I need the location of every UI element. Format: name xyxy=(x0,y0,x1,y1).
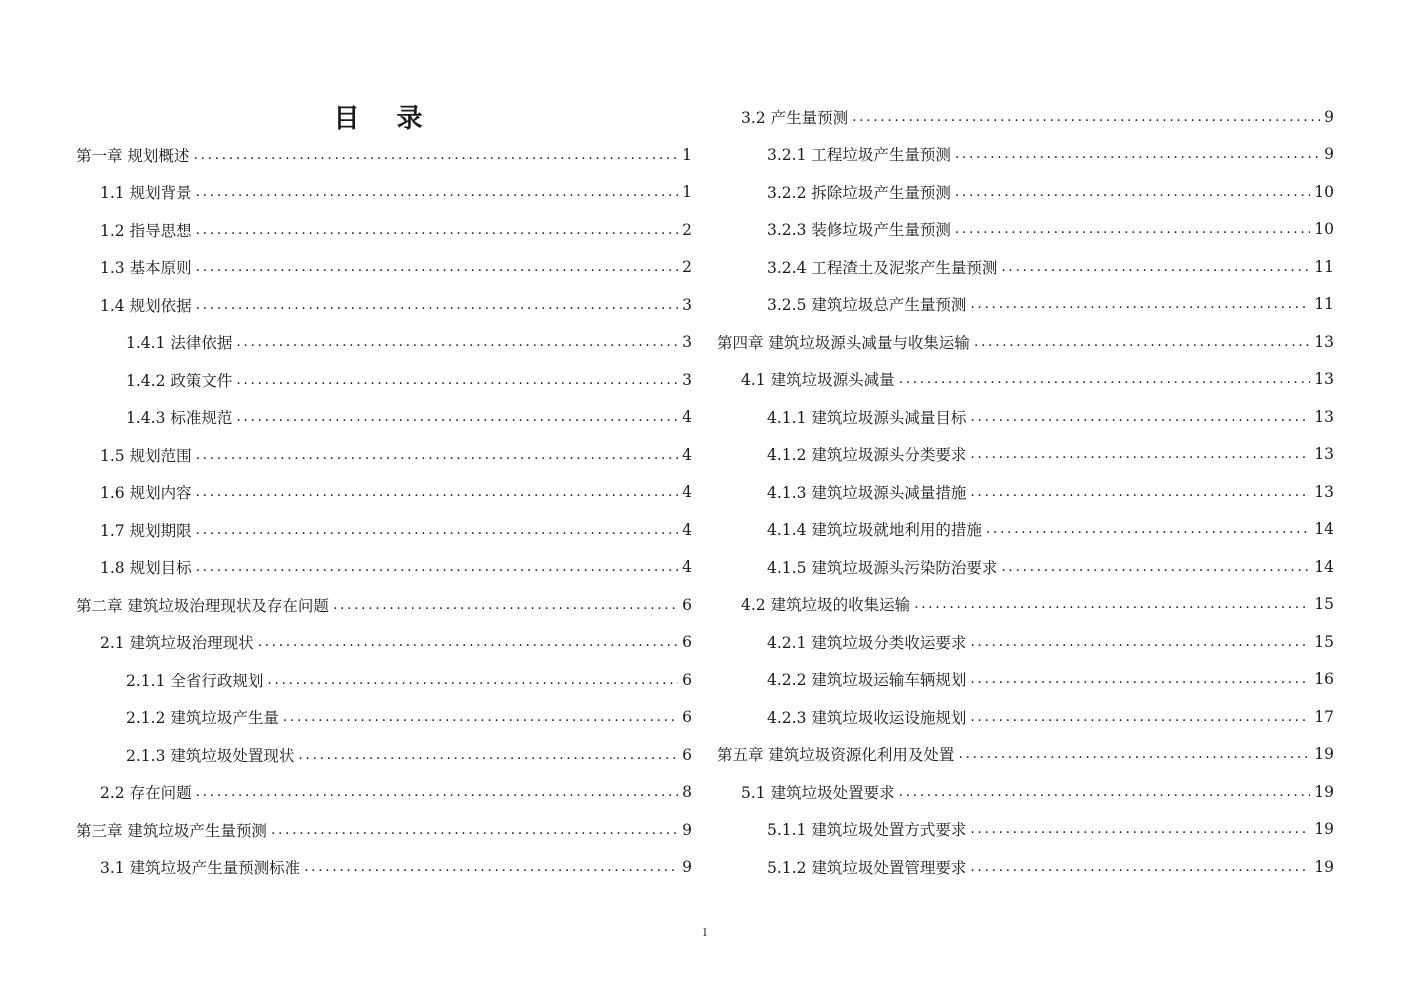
toc-entry-page: 6 xyxy=(682,670,692,689)
toc-entry-page: 8 xyxy=(682,783,692,802)
toc-entry[interactable] xyxy=(76,286,692,324)
toc-entry-label: 第一章 规划概述 xyxy=(76,146,190,165)
dot-leader xyxy=(970,634,1310,650)
toc-entry-label: 2.2 存在问题 xyxy=(100,784,192,803)
toc-entry-label: 5.1.1 建筑垃圾处置方式要求 xyxy=(767,821,967,840)
toc-entry-label: 4.1.2 建筑垃圾源头分类要求 xyxy=(767,446,967,465)
toc-entry-label: 3.2 产生量预测 xyxy=(741,108,849,127)
toc-entry[interactable] xyxy=(76,399,692,437)
dot-leader xyxy=(970,671,1310,687)
toc-entry-page: 9 xyxy=(682,858,692,877)
toc-entry-label: 4.1.4 建筑垃圾就地利用的措施 xyxy=(767,521,982,540)
toc-entry[interactable] xyxy=(717,811,1334,849)
toc-entry-page: 13 xyxy=(1314,445,1334,464)
toc-entry-page: 9 xyxy=(1324,145,1334,164)
toc-entry-label: 4.1.1 建筑垃圾源头减量目标 xyxy=(767,408,967,427)
toc-entry[interactable] xyxy=(717,698,1334,736)
toc-entry[interactable] xyxy=(717,286,1334,324)
toc-entry-page: 11 xyxy=(1314,257,1334,276)
dot-leader xyxy=(193,147,678,163)
toc-entry[interactable] xyxy=(76,774,692,812)
toc-entry-label: 1.8 规划目标 xyxy=(100,559,192,578)
toc-entry[interactable] xyxy=(76,174,692,212)
toc-entry-page: 6 xyxy=(682,745,692,764)
toc-entry[interactable] xyxy=(76,361,692,399)
toc-entry-page: 19 xyxy=(1314,857,1334,876)
toc-entry-label: 3.2.5 建筑垃圾总产生量预测 xyxy=(767,296,967,315)
toc-entry[interactable] xyxy=(717,548,1334,586)
toc-entry-page: 19 xyxy=(1314,782,1334,801)
toc-entry-page: 13 xyxy=(1314,332,1334,351)
toc-entry[interactable] xyxy=(76,249,692,287)
toc-entry-page: 6 xyxy=(682,708,692,727)
toc-entry-page: 2 xyxy=(682,220,692,239)
dot-leader xyxy=(298,747,678,763)
toc-entry-label: 2.1.2 建筑垃圾产生量 xyxy=(126,709,279,728)
toc-entry[interactable] xyxy=(76,511,692,549)
toc-entry[interactable] xyxy=(717,361,1334,399)
toc-entry-page: 4 xyxy=(682,558,692,577)
toc-entry-page: 4 xyxy=(682,445,692,464)
toc-entry-label: 1.4.3 标准规范 xyxy=(126,409,233,428)
dot-leader xyxy=(899,784,1311,800)
toc-entry[interactable] xyxy=(717,773,1334,811)
toc-entry-page: 3 xyxy=(682,333,692,352)
toc-entry-page: 4 xyxy=(682,520,692,539)
dot-leader xyxy=(283,709,678,725)
dot-leader xyxy=(970,709,1310,725)
toc-entry-label: 5.1.2 建筑垃圾处置管理要求 xyxy=(767,858,967,877)
toc-entry[interactable] xyxy=(717,436,1334,474)
toc-entry-page: 1 xyxy=(682,145,692,164)
toc-entry-page: 6 xyxy=(682,595,692,614)
toc-entry-label: 3.2.3 装修垃圾产生量预测 xyxy=(767,221,951,240)
toc-entry-page: 2 xyxy=(682,258,692,277)
dot-leader xyxy=(970,446,1310,462)
toc-entry[interactable] xyxy=(717,136,1334,174)
toc-entry-page: 6 xyxy=(682,633,692,652)
toc-entry[interactable] xyxy=(76,811,692,849)
dot-leader xyxy=(958,746,1310,762)
dot-leader xyxy=(955,146,1320,162)
dot-leader xyxy=(196,259,678,275)
toc-right-column xyxy=(717,98,1334,886)
toc-entry-page: 14 xyxy=(1314,520,1334,539)
toc-entry[interactable] xyxy=(76,136,692,174)
toc-entry-page: 13 xyxy=(1314,482,1334,501)
toc-entry-label: 1.2 指导思想 xyxy=(100,221,192,240)
toc-entry-label: 2.1.1 全省行政规划 xyxy=(126,671,264,690)
toc-entry-label: 4.1 建筑垃圾源头减量 xyxy=(741,371,895,390)
toc-entry-label: 3.1 建筑垃圾产生量预测标准 xyxy=(100,859,301,878)
toc-entry-label: 3.2.1 工程垃圾产生量预测 xyxy=(767,146,951,165)
toc-entry-page: 3 xyxy=(682,295,692,314)
dot-leader xyxy=(236,409,678,425)
toc-entry-page: 16 xyxy=(1314,670,1334,689)
dot-leader xyxy=(196,784,678,800)
toc-entry[interactable] xyxy=(76,699,692,737)
dot-leader xyxy=(955,221,1310,237)
toc-entry[interactable] xyxy=(717,661,1334,699)
toc-entry-page: 4 xyxy=(682,408,692,427)
dot-leader xyxy=(196,222,678,238)
toc-left-column xyxy=(76,136,692,886)
dot-leader xyxy=(852,109,1320,125)
dot-leader xyxy=(196,184,678,200)
dot-leader xyxy=(1001,559,1310,575)
toc-entry-page: 4 xyxy=(682,483,692,502)
dot-leader xyxy=(271,822,678,838)
toc-entry[interactable] xyxy=(717,98,1334,136)
toc-entry-label: 1.5 规划范围 xyxy=(100,446,192,465)
toc-entry[interactable] xyxy=(76,586,692,624)
toc-entry-label: 2.1 建筑垃圾治理现状 xyxy=(100,634,254,653)
dot-leader xyxy=(196,447,678,463)
toc-entry-page: 10 xyxy=(1314,182,1334,201)
toc-entry-label: 1.7 规划期限 xyxy=(100,521,192,540)
toc-entry-label: 1.1 规划背景 xyxy=(100,184,192,203)
toc-entry[interactable] xyxy=(76,324,692,362)
dot-leader xyxy=(304,859,678,875)
dot-leader xyxy=(986,521,1310,537)
dot-leader xyxy=(970,821,1310,837)
dot-leader xyxy=(1001,259,1310,275)
toc-entry-page: 9 xyxy=(682,820,692,839)
dot-leader xyxy=(267,672,678,688)
toc-entry-label: 第五章 建筑垃圾资源化利用及处置 xyxy=(717,746,955,765)
toc-entry-label: 1.4 规划依据 xyxy=(100,296,192,315)
toc-entry[interactable] xyxy=(717,473,1334,511)
toc-entry[interactable] xyxy=(717,511,1334,549)
toc-entry-label: 3.2.2 拆除垃圾产生量预测 xyxy=(767,183,951,202)
toc-entry[interactable] xyxy=(76,474,692,512)
dot-leader xyxy=(974,334,1310,350)
toc-entry[interactable] xyxy=(717,736,1334,774)
toc-entry-page: 14 xyxy=(1314,557,1334,576)
toc-entry-page: 13 xyxy=(1314,370,1334,389)
toc-entry-page: 19 xyxy=(1314,745,1334,764)
toc-entry-page: 15 xyxy=(1314,632,1334,651)
dot-leader xyxy=(236,372,678,388)
toc-entry-label: 第二章 建筑垃圾治理现状及存在问题 xyxy=(76,596,329,615)
toc-entry-label: 第三章 建筑垃圾产生量预测 xyxy=(76,821,267,840)
toc-entry-label: 1.6 规划内容 xyxy=(100,484,192,503)
dot-leader xyxy=(955,184,1310,200)
toc-entry[interactable] xyxy=(717,248,1334,286)
toc-entry-page: 19 xyxy=(1314,820,1334,839)
toc-entry[interactable] xyxy=(76,624,692,662)
toc-entry[interactable] xyxy=(717,398,1334,436)
toc-entry-page: 17 xyxy=(1314,707,1334,726)
toc-entry[interactable] xyxy=(717,586,1334,624)
dot-leader xyxy=(333,597,678,613)
toc-entry-page: 10 xyxy=(1314,220,1334,239)
dot-leader xyxy=(196,522,678,538)
toc-entry[interactable] xyxy=(76,736,692,774)
toc-entry-label: 4.2.1 建筑垃圾分类收运要求 xyxy=(767,633,967,652)
dot-leader xyxy=(196,484,678,500)
dot-leader xyxy=(970,859,1310,875)
toc-entry-label: 4.1.5 建筑垃圾源头污染防治要求 xyxy=(767,558,998,577)
dot-leader xyxy=(236,334,678,350)
toc-entry[interactable] xyxy=(717,211,1334,249)
toc-entry-label: 4.2 建筑垃圾的收集运输 xyxy=(741,596,911,615)
toc-entry[interactable] xyxy=(717,323,1334,361)
dot-leader xyxy=(970,409,1310,425)
toc-entry[interactable] xyxy=(76,661,692,699)
toc-entry-label: 4.2.2 建筑垃圾运输车辆规划 xyxy=(767,671,967,690)
toc-entry-page: 3 xyxy=(682,370,692,389)
dot-leader xyxy=(258,634,678,650)
toc-entry-page: 15 xyxy=(1314,595,1334,614)
dot-leader xyxy=(899,371,1311,387)
toc-entry-page: 11 xyxy=(1314,295,1334,314)
toc-entry-label: 4.1.3 建筑垃圾源头减量措施 xyxy=(767,483,967,502)
toc-entry[interactable] xyxy=(76,436,692,474)
toc-entry-page: 9 xyxy=(1324,107,1334,126)
toc-entry-label: 4.2.3 建筑垃圾收运设施规划 xyxy=(767,708,967,727)
toc-entry-label: 第四章 建筑垃圾源头减量与收集运输 xyxy=(717,333,970,352)
dot-leader xyxy=(196,297,678,313)
page-number: I xyxy=(703,928,707,939)
toc-entry[interactable] xyxy=(717,623,1334,661)
dot-leader xyxy=(970,296,1310,312)
toc-entry-label: 1.4.2 政策文件 xyxy=(126,371,233,390)
dot-leader xyxy=(914,596,1310,612)
toc-entry[interactable] xyxy=(717,848,1334,886)
toc-entry-label: 3.2.4 工程渣土及泥浆产生量预测 xyxy=(767,258,998,277)
toc-entry-page: 1 xyxy=(682,183,692,202)
toc-entry[interactable] xyxy=(76,549,692,587)
toc-entry-label: 5.1 建筑垃圾处置要求 xyxy=(741,783,895,802)
toc-entry-label: 1.4.1 法律依据 xyxy=(126,334,233,353)
toc-entry[interactable] xyxy=(717,173,1334,211)
dot-leader xyxy=(196,559,678,575)
toc-entry[interactable] xyxy=(76,849,692,887)
toc-title: 目 录 xyxy=(333,104,437,134)
toc-entry-page: 13 xyxy=(1314,407,1334,426)
toc-entry[interactable] xyxy=(76,211,692,249)
toc-entry-label: 2.1.3 建筑垃圾处置现状 xyxy=(126,746,295,765)
dot-leader xyxy=(970,484,1310,500)
toc-entry-label: 1.3 基本原则 xyxy=(100,259,192,278)
